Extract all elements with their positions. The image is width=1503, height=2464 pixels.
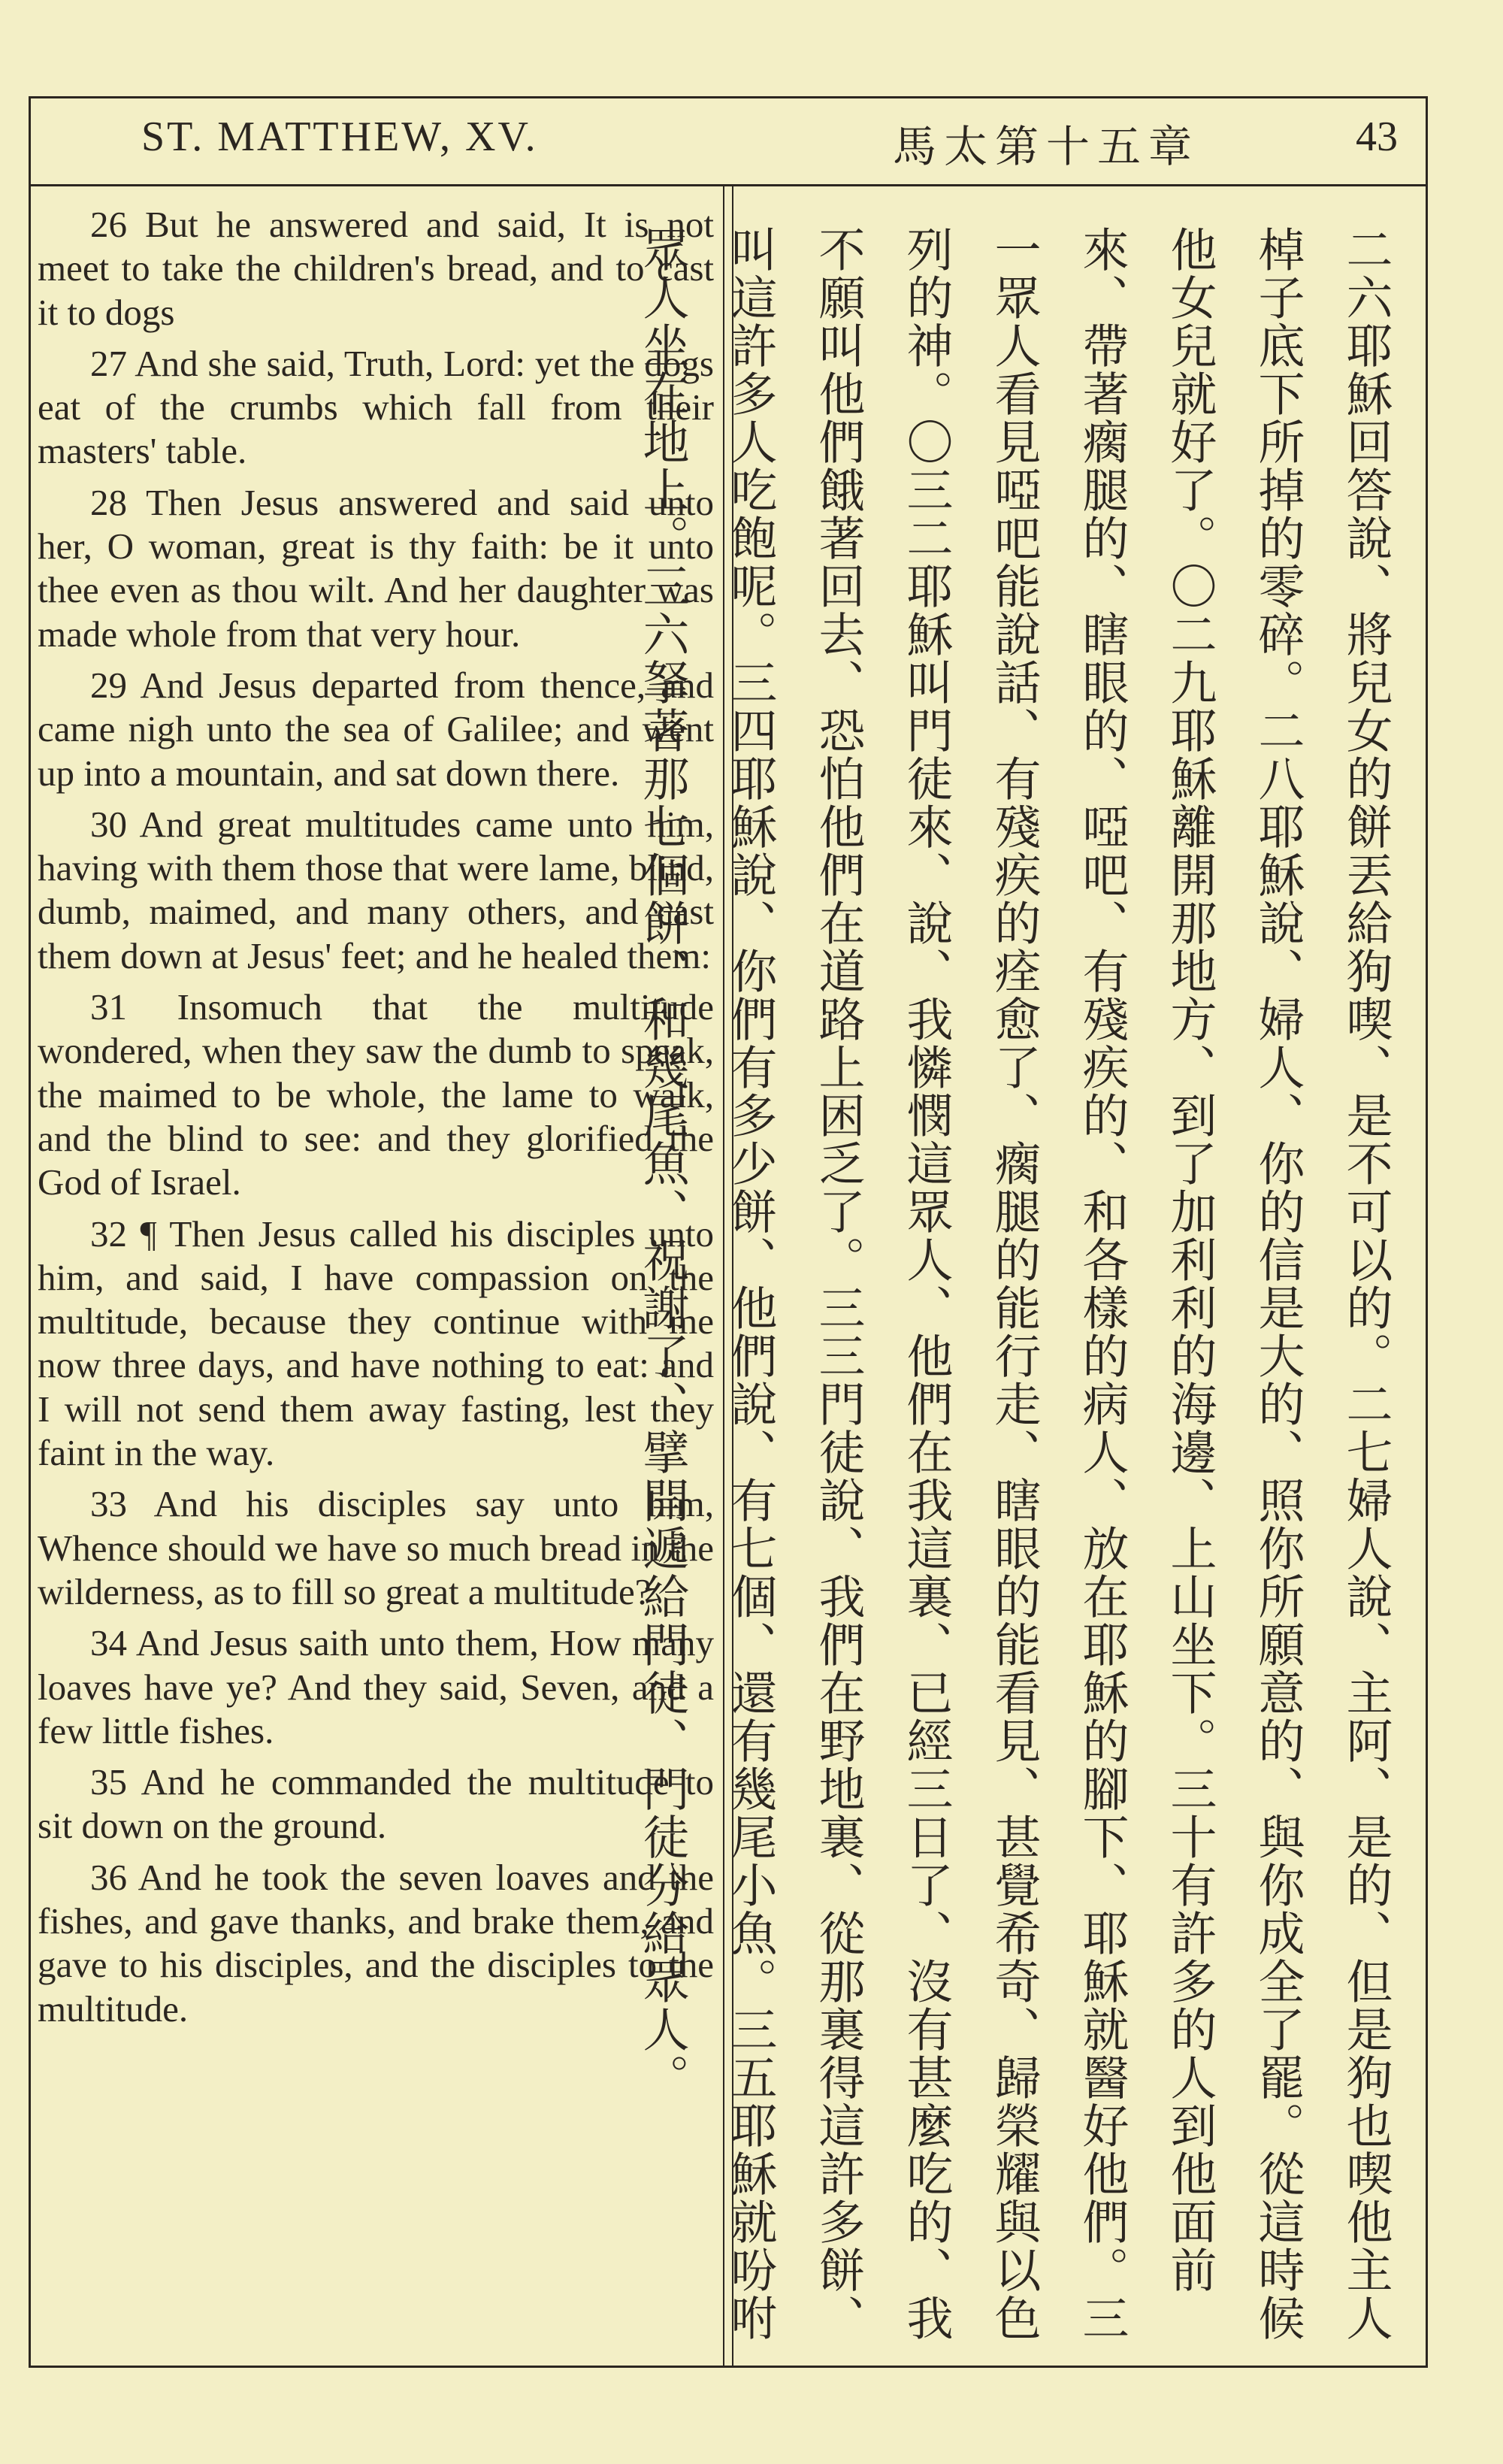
verse-32: 32 ¶ Then Jesus called his disciples unto him, and said, I have compassion on the multitude, because they continue with me now three days, and have nothing to eat: and I will not send them away fasting, lest they faint in the way. <box>38 1212 714 1474</box>
chinese-running-title: 馬太第十五章 <box>893 121 1200 172</box>
verse-26: 26 But he answered and said, It is not meet to take the children's bread, and to cast it to dogs <box>38 204 714 333</box>
verse-29: 29 And Jesus departed from thence, and came nigh unto the sea of Galilee; and went up into a mountain, and sat down there. <box>38 664 714 794</box>
verse-34: 34 And Jesus saith unto them, How many loaves have ye? And they said, Seven, and a few little fishes. <box>38 1622 714 1751</box>
english-running-title: ST. MATTHEW, XV. <box>141 114 538 160</box>
verse-35: 35 And he commanded the multitude to sit down on the ground. <box>38 1761 714 1847</box>
verse-33: 33 And his disciples say unto him, Whence should we have so much bread in the wilderness, as to fill so great a multitude? <box>38 1483 714 1612</box>
chinese-column: 二六耶穌回答說、將兒女的餅丟給狗喫、是不可以的。二七婦人說、主阿、是的、但是狗也喫他主人棹子底下所掉的零碎。二八耶穌說、婦人、你的信是大的、照你所願意的、與你成全了罷。從這時候他女兒就好了。〇二九耶穌離開那地方、到了加利利的海邊、上山坐下。三十有許多的人到他面前來、帶著瘸腿的、瞎眼的、啞吧、有殘疾的、和各樣的病人、放在耶穌的腳下、耶穌就醫好他們。三一眾人看見啞吧能說話、有殘疾的痊愈了、瘸腿的能行走、瞎眼的能看見、甚覺希奇、歸榮耀與以色列的神。〇三二耶穌叫門徒來、說、我憐憫這眾人、他們在我這裏、已經三日了、沒有甚麼吃的、我不願叫他們餓著回去、恐怕他們在道路上困乏了。三三門徒說、我們在野地裏、從那裏得這許多餅、叫這許多人吃飽呢。三四耶穌說、你們有多少餅、他們說、有七個、還有幾尾小魚。三五耶穌就吩咐眾人坐在地上。三六拏著那七個餅、和幾尾魚、祝謝了、擘開遞給門徒、門徒分給眾人。 <box>635 226 1393 2342</box>
verse-28: 28 Then Jesus answered and said unto her, O woman, great is thy faith: be it unto thee even as thou wilt. And her daughter was made whole from that very hour. <box>38 481 714 655</box>
page-header <box>29 96 1428 186</box>
verse-31: 31 Insomuch that the multitude wondered, when they saw the dumb to speak, the maimed to be whole, the lame to walk, and the blind to see: and they glorified the God of Israel. <box>38 986 714 1203</box>
verse-27: 27 And she said, Truth, Lord: yet the dogs eat of the crumbs which fall from their masters' table. <box>38 342 714 472</box>
page-number: 43 <box>1356 114 1398 160</box>
english-column <box>38 203 714 2039</box>
verse-30: 30 And great multitudes came unto him, having with them those that were lame, blind, dumb, maimed, and many others, and cast them down at Jesus' feet; and he healed them: <box>38 803 714 976</box>
verse-36: 36 And he took the seven loaves and the fishes, and gave thanks, and brake them, and gave to his disciples, and the disciples to the multitude. <box>38 1856 714 2030</box>
